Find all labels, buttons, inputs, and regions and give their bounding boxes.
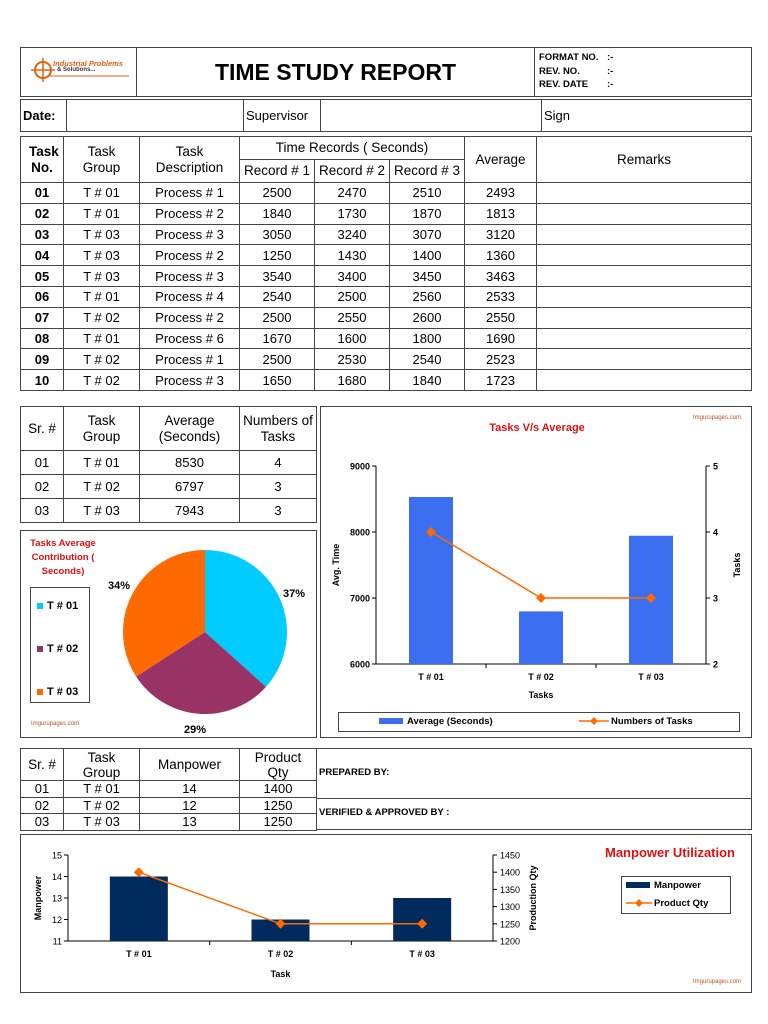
format-info [539, 51, 749, 92]
table-row [21, 349, 752, 370]
cell-r3: 2540 [390, 349, 465, 370]
pie-watermark: Imgurupages.com [31, 721, 80, 727]
header-record-2: Record # 2 [315, 160, 390, 183]
rev-no-sep: :- [607, 65, 614, 77]
cell-sr: 01 [21, 781, 64, 798]
line-series [431, 532, 651, 598]
prepared-by-label: PREPARED BY: [319, 767, 390, 778]
cell-group: T # 02 [64, 370, 140, 391]
header-task-description: Task Description [140, 137, 240, 183]
bar [409, 497, 453, 664]
y-axis-label: Manpower [33, 875, 43, 921]
header-task-group: Task Group [64, 137, 140, 183]
cell-group: T # 01 [64, 781, 140, 798]
cell-r3: 1840 [390, 370, 465, 391]
bar [110, 877, 168, 942]
cell-avg: 2533 [465, 286, 537, 307]
cell-r1: 1670 [240, 328, 315, 349]
table-row [21, 307, 752, 328]
company-logo [21, 48, 137, 96]
y2-tick-label: 1300 [500, 902, 521, 913]
cell-avg: 6797 [140, 475, 240, 499]
cell-remarks[interactable] [537, 370, 752, 391]
table-row [21, 499, 317, 523]
time-records-table [20, 136, 752, 391]
cell-group: T # 03 [64, 266, 140, 287]
manpower-header-qty: Product Qty [240, 749, 317, 781]
y2-tick-label: 1250 [500, 919, 521, 930]
cell-desc: Process # 2 [140, 245, 240, 266]
cell-no: 06 [21, 286, 64, 307]
rev-date-sep: :- [607, 79, 614, 90]
cell-avg: 1723 [465, 370, 537, 391]
y2-axis-label: Tasks [732, 552, 742, 578]
cell-sr: 01 [21, 451, 64, 475]
table-row [21, 203, 752, 224]
supervisor-label: Supervisor [244, 100, 321, 132]
cell-sr: 03 [21, 499, 64, 523]
cell-r2: 1430 [315, 245, 390, 266]
cell-r1: 1250 [240, 245, 315, 266]
y-tick-label: 15 [51, 850, 62, 861]
summary-header-numbers: Numbers of Tasks [240, 407, 317, 451]
cell-num: 3 [240, 475, 317, 499]
cell-avg: 3463 [465, 266, 537, 287]
table-row [21, 451, 317, 475]
cell-avg: 8530 [140, 451, 240, 475]
cell-sr: 02 [21, 797, 64, 814]
pie-chart-panel [20, 530, 317, 738]
manpower-table [20, 748, 317, 831]
cell-r1: 3540 [240, 266, 315, 287]
header-time-records: Time Records ( Seconds) [240, 137, 465, 160]
tasks-vs-average-panel [320, 406, 752, 738]
cell-sr: 03 [21, 814, 64, 831]
cell-remarks[interactable] [537, 286, 752, 307]
summary-header-group: Task Group [64, 407, 140, 451]
cell-r3: 2560 [390, 286, 465, 307]
cell-sr: 02 [21, 475, 64, 499]
chart1-legend [338, 712, 740, 732]
pie-chart [21, 531, 318, 739]
table-row [21, 370, 752, 391]
cell-avg: 2523 [465, 349, 537, 370]
verified-by-label: VERIFIED & APPROVED BY : [319, 807, 450, 818]
cell-desc: Process # 3 [140, 266, 240, 287]
x-tick-label: T # 01 [418, 672, 444, 682]
cell-no: 05 [21, 266, 64, 287]
cell-remarks[interactable] [537, 328, 752, 349]
cell-r2: 1730 [315, 203, 390, 224]
cell-group: T # 03 [64, 814, 140, 831]
chart2-legend-item [626, 898, 708, 909]
legend-swatch [626, 898, 652, 908]
cell-r2: 3400 [315, 266, 390, 287]
x-tick-label: T # 01 [126, 949, 152, 959]
cell-avg: 2493 [465, 183, 537, 204]
table-row [21, 266, 752, 287]
summary-header-average: Average (Seconds) [140, 407, 240, 451]
table-row [21, 245, 752, 266]
header-average: Average [465, 137, 537, 183]
cell-manpower: 13 [140, 814, 240, 831]
table-row [21, 475, 317, 499]
cell-desc: Process # 2 [140, 203, 240, 224]
format-no-label: FORMAT NO. [539, 52, 599, 63]
sign-label: Sign [542, 100, 752, 132]
cell-no: 01 [21, 183, 64, 204]
y2-axis-label: Production Qty [528, 865, 538, 931]
y-axis-label: Avg. Time [331, 543, 341, 587]
cell-remarks[interactable] [537, 307, 752, 328]
cell-qty: 1250 [240, 797, 317, 814]
cell-r1: 3050 [240, 224, 315, 245]
cell-no: 03 [21, 224, 64, 245]
cell-group: T # 01 [64, 328, 140, 349]
y-tick-label: 6000 [349, 659, 370, 670]
cell-manpower: 12 [140, 797, 240, 814]
cell-avg: 1360 [465, 245, 537, 266]
cell-r2: 3240 [315, 224, 390, 245]
info-row [20, 99, 752, 132]
cell-remarks[interactable] [537, 266, 752, 287]
approval-divider [317, 798, 751, 799]
cell-no: 07 [21, 307, 64, 328]
cell-group: T # 03 [64, 499, 140, 523]
y-tick-label: 13 [51, 893, 62, 904]
cell-manpower: 14 [140, 781, 240, 798]
table-row [21, 781, 317, 798]
y2-tick-label: 4 [713, 527, 719, 538]
manpower-header-group: Task Group [64, 749, 140, 781]
legend-swatch [626, 882, 650, 888]
legend-swatch [579, 716, 609, 726]
table-row [21, 814, 317, 831]
report-header [20, 47, 752, 97]
cell-avg: 3120 [465, 224, 537, 245]
approval-panel [316, 748, 752, 830]
table-row [21, 286, 752, 307]
cell-avg: 1690 [465, 328, 537, 349]
table-row [21, 797, 317, 814]
cell-group: T # 02 [64, 797, 140, 814]
cell-desc: Process # 2 [140, 307, 240, 328]
cell-r2: 2550 [315, 307, 390, 328]
manpower-header-sr: Sr. # [21, 749, 64, 781]
cell-r3: 1870 [390, 203, 465, 224]
cell-desc: Process # 6 [140, 328, 240, 349]
cell-r1: 1840 [240, 203, 315, 224]
y-tick-label: 8000 [349, 527, 370, 538]
supervisor-field[interactable] [321, 100, 542, 132]
line-marker [536, 593, 546, 603]
rev-date-label: REV. DATE [539, 79, 589, 90]
cell-group: T # 03 [64, 245, 140, 266]
header-record-1: Record # 1 [240, 160, 315, 183]
cell-r3: 2510 [390, 183, 465, 204]
date-field[interactable] [67, 100, 244, 132]
manpower-header-manpower: Manpower [140, 749, 240, 781]
line-marker [134, 867, 144, 877]
cell-no: 10 [21, 370, 64, 391]
cell-desc: Process # 3 [140, 370, 240, 391]
cell-r3: 1400 [390, 245, 465, 266]
table-row [21, 328, 752, 349]
cell-group: T # 02 [64, 349, 140, 370]
legend-label: T # 02 [47, 643, 79, 655]
cell-remarks[interactable] [537, 183, 752, 204]
rev-no-label: REV. NO. [539, 65, 580, 77]
legend-label: Numbers of Tasks [611, 716, 693, 727]
y2-tick-label: 1400 [500, 867, 521, 878]
pie-title-text: Tasks Average Contribution ( Seconds) [30, 538, 96, 577]
logo-line2: & Solutions... [57, 67, 96, 73]
header-remarks: Remarks [537, 137, 752, 183]
cell-avg: 1813 [465, 203, 537, 224]
cell-group: T # 01 [64, 183, 140, 204]
cell-no: 09 [21, 349, 64, 370]
legend-label: Product Qty [654, 898, 709, 909]
cell-desc: Process # 1 [140, 183, 240, 204]
cell-r1: 2500 [240, 349, 315, 370]
cell-desc: Process # 4 [140, 286, 240, 307]
legend-swatch [379, 718, 403, 724]
date-label: Date: [21, 100, 67, 132]
cell-group: T # 01 [64, 203, 140, 224]
y2-tick-label: 1350 [500, 884, 521, 895]
logo-line1: Industrial Problems [53, 59, 124, 68]
y2-tick-label: 1450 [500, 850, 521, 861]
y2-tick-label: 5 [713, 461, 719, 472]
chart2-legend-item [626, 880, 701, 891]
tasks-vs-average-chart [321, 407, 753, 739]
y2-tick-label: 3 [713, 593, 719, 604]
x-axis-label: Task [270, 969, 291, 979]
x-tick-label: T # 02 [528, 672, 554, 682]
cell-no: 02 [21, 203, 64, 224]
cell-r2: 1680 [315, 370, 390, 391]
cell-num: 4 [240, 451, 317, 475]
table-row [21, 224, 752, 245]
x-tick-label: T # 03 [409, 949, 435, 959]
cell-r1: 1650 [240, 370, 315, 391]
y2-tick-label: 2 [713, 659, 719, 670]
header-record-3: Record # 3 [390, 160, 465, 183]
chart2-watermark: Imgurupages.com [693, 979, 742, 985]
x-tick-label: T # 03 [638, 672, 664, 682]
cell-no: 04 [21, 245, 64, 266]
cell-r3: 3450 [390, 266, 465, 287]
cell-r3: 2600 [390, 307, 465, 328]
cell-desc: Process # 1 [140, 349, 240, 370]
legend-label: T # 03 [47, 686, 79, 698]
cell-qty: 1400 [240, 781, 317, 798]
cell-r2: 2470 [315, 183, 390, 204]
cell-avg: 2550 [465, 307, 537, 328]
table-row [21, 183, 752, 204]
pie-percent-label: 34% [107, 580, 131, 592]
bar [519, 611, 563, 664]
chart2-legend [621, 876, 731, 914]
y-tick-label: 12 [51, 915, 62, 925]
x-axis-label: Tasks [528, 690, 554, 700]
cell-group: T # 01 [64, 451, 140, 475]
cell-r1: 2540 [240, 286, 315, 307]
cell-r1: 2500 [240, 307, 315, 328]
format-no-sep: :- [607, 52, 614, 63]
cell-r2: 2500 [315, 286, 390, 307]
x-tick-label: T # 02 [267, 949, 294, 959]
chart1-legend-item [379, 716, 493, 727]
cell-desc: Process # 3 [140, 224, 240, 245]
y-tick-label: 11 [52, 936, 62, 947]
cell-r2: 2530 [315, 349, 390, 370]
legend-label: T # 01 [47, 600, 79, 612]
cell-remarks[interactable] [537, 349, 752, 370]
y2-tick-label: 1200 [500, 936, 521, 947]
cell-group: T # 02 [64, 307, 140, 328]
y-tick-label: 9000 [349, 461, 370, 472]
cell-remarks[interactable] [537, 224, 752, 245]
cell-group: T # 01 [64, 286, 140, 307]
cell-remarks[interactable] [537, 245, 752, 266]
line-series [139, 872, 422, 924]
header-task-no: Task No. [21, 137, 64, 183]
cell-qty: 1250 [240, 814, 317, 831]
cell-r1: 2500 [240, 183, 315, 204]
cell-num: 3 [240, 499, 317, 523]
chart1-legend-item [579, 716, 693, 727]
summary-header-sr: Sr. # [21, 407, 64, 451]
pie-percent-label: 29% [183, 724, 207, 736]
report-title: TIME STUDY REPORT [137, 48, 535, 96]
pie-percent-label: 37% [282, 588, 306, 600]
cell-r2: 1600 [315, 328, 390, 349]
cell-avg: 7943 [140, 499, 240, 523]
y-tick-label: 7000 [349, 593, 370, 604]
cell-group: T # 03 [64, 224, 140, 245]
cell-no: 08 [21, 328, 64, 349]
cell-remarks[interactable] [537, 203, 752, 224]
cell-r3: 3070 [390, 224, 465, 245]
y-tick-label: 14 [51, 872, 62, 882]
cell-group: T # 02 [64, 475, 140, 499]
chart2-title: Manpower Utilization [605, 845, 735, 860]
legend-label: Average (Seconds) [407, 716, 493, 727]
task-summary-table [20, 406, 317, 523]
manpower-utilization-panel [20, 834, 752, 993]
chart1-watermark: Imgurupages.com [693, 415, 742, 421]
cell-r3: 1800 [390, 328, 465, 349]
legend-label: Manpower [654, 880, 701, 891]
chart1-title: Tasks V/s Average [489, 422, 585, 434]
